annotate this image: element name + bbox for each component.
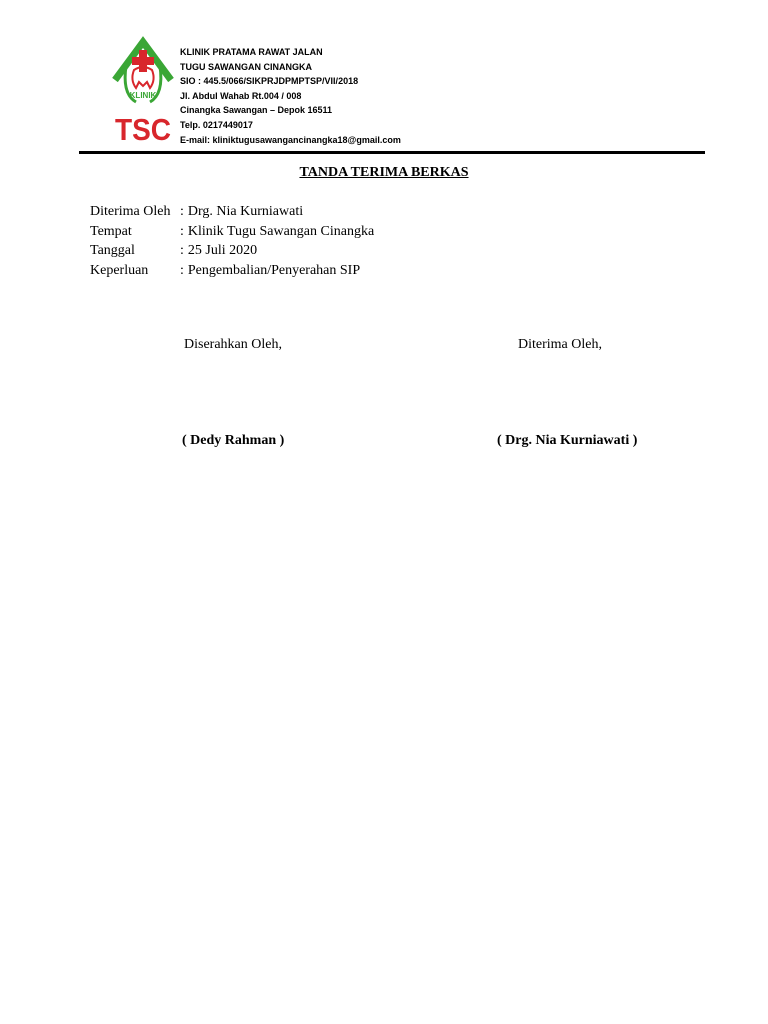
receipt-fields	[90, 202, 374, 280]
receiver-signature-label: Diterima Oleh,	[518, 337, 602, 352]
clinic-name-line1: KLINIK PRATAMA RAWAT JALAN	[180, 47, 323, 57]
receiver-name: ( Drg. Nia Kurniawati )	[497, 433, 638, 448]
logo-initials: TSC	[115, 112, 171, 146]
field-label: Tempat	[90, 223, 132, 239]
clinic-logo-icon	[112, 36, 174, 146]
field-value: Pengembalian/Penyerahan SIP	[187, 262, 361, 278]
sender-name: ( Dedy Rahman )	[182, 433, 285, 448]
document-title: TANDA TERIMA BERKAS	[299, 165, 469, 180]
clinic-logo	[112, 36, 174, 146]
field-row-tempat	[90, 222, 374, 242]
field-label: Keperluan	[90, 262, 149, 278]
sender-signature-label: Diserahkan Oleh,	[184, 337, 282, 352]
logo-label: KLINIK	[129, 91, 157, 100]
field-row-diterima-oleh	[90, 202, 374, 222]
field-separator: :	[180, 204, 184, 219]
field-row-tanggal	[90, 241, 374, 261]
field-value: 25 Juli 2020	[187, 243, 258, 258]
clinic-header	[180, 45, 401, 147]
clinic-license: SIO : 445.5/066/SIKPRJDPMPTSP/VII/2018	[180, 76, 359, 87]
field-value: Drg. Nia Kurniawati	[187, 204, 304, 219]
field-separator: :	[180, 243, 184, 258]
field-separator: :	[180, 262, 184, 278]
field-label: Diterima Oleh	[90, 204, 171, 219]
field-value: Klinik Tugu Sawangan Cinangka	[187, 223, 375, 239]
clinic-email: E-mail: kliniktugusawangancinangka18@gmail.com	[180, 134, 401, 145]
clinic-address: Jl. Abdul Wahab Rt.004 / 008	[180, 90, 302, 101]
field-row-keperluan	[90, 261, 374, 281]
header-divider	[79, 151, 705, 154]
clinic-name-line2: TUGU SAWANGAN CINANGKA	[180, 61, 312, 72]
clinic-city: Cinangka Sawangan – Depok 16511	[180, 105, 333, 116]
field-label: Tanggal	[90, 243, 135, 258]
field-separator: :	[180, 223, 184, 239]
clinic-phone: Telp. 0217449017	[180, 119, 253, 130]
